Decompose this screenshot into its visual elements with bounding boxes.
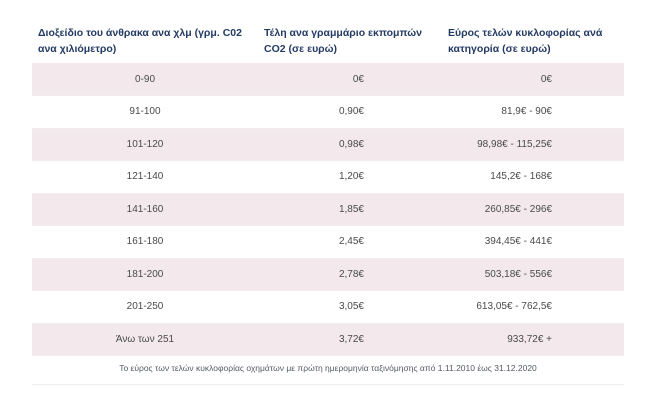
table-row <box>32 291 624 324</box>
table-row <box>32 258 624 291</box>
cell-fee-per-gram: 0€ <box>258 63 442 96</box>
cell-fee-per-gram: 2,78€ <box>258 258 442 291</box>
table-row <box>32 323 624 356</box>
cell-co2-range: 91-100 <box>32 96 258 129</box>
cell-co2-range: 141-160 <box>32 193 258 226</box>
header-co2-per-km: Διοξείδιο του άνθρακα ανα χλμ (γρμ. C02 ανα χιλιόμετρο) <box>38 27 242 55</box>
cell-co2-range: Άνω των 251 <box>32 323 258 356</box>
cell-fee-per-gram: 2,45€ <box>258 226 442 259</box>
cell-co2-range: 201-250 <box>32 291 258 324</box>
cell-fee-range: 933,72€ + <box>442 323 624 356</box>
cell-fee-per-gram: 0,90€ <box>258 96 442 129</box>
cell-co2-range: 0-90 <box>32 63 258 96</box>
table-caption: Το εύρος των τελών κυκλοφορίας οχημάτων με πρώτη ημερομηνία ταξινόμησης από 1.11.2010 έως 31.12.2020 <box>32 356 624 385</box>
cell-co2-range: 181-200 <box>32 258 258 291</box>
cell-fee-per-gram: 1,20€ <box>258 161 442 194</box>
cell-fee-per-gram: 3,72€ <box>258 323 442 356</box>
table-row <box>32 161 624 194</box>
cell-fee-per-gram: 3,05€ <box>258 291 442 324</box>
cell-fee-per-gram: 0,98€ <box>258 128 442 161</box>
cell-co2-range: 161-180 <box>32 226 258 259</box>
table-header <box>32 22 624 63</box>
cell-fee-range: 98,98€ - 115,25€ <box>442 128 624 161</box>
cell-fee-range: 394,45€ - 441€ <box>442 226 624 259</box>
table-row <box>32 226 624 259</box>
co2-fees-table <box>32 22 624 356</box>
cell-fee-range: 260,85€ - 296€ <box>442 193 624 226</box>
cell-fee-range: 0€ <box>442 63 624 96</box>
cell-fee-range: 613,05€ - 762,5€ <box>442 291 624 324</box>
table-row <box>32 96 624 129</box>
cell-co2-range: 101-120 <box>32 128 258 161</box>
table-row <box>32 63 624 96</box>
cell-fee-range: 145,2€ - 168€ <box>442 161 624 194</box>
header-row <box>32 22 624 63</box>
cell-fee-range: 81,9€ - 90€ <box>442 96 624 129</box>
header-fee-range: Εύρος τελών κυκλοφορίας ανά κατηγορία (σε ευρώ) <box>448 27 603 55</box>
table-body <box>32 63 624 356</box>
cell-fee-range: 503,18€ - 556€ <box>442 258 624 291</box>
cell-co2-range: 121-140 <box>32 161 258 194</box>
header-fee-per-gram: Τέλη ανα γραμμάριο εκπομπών CO2 (σε ευρώ) <box>264 27 422 55</box>
fees-table-container <box>32 22 624 385</box>
table-row <box>32 128 624 161</box>
table-row <box>32 193 624 226</box>
cell-fee-per-gram: 1,85€ <box>258 193 442 226</box>
